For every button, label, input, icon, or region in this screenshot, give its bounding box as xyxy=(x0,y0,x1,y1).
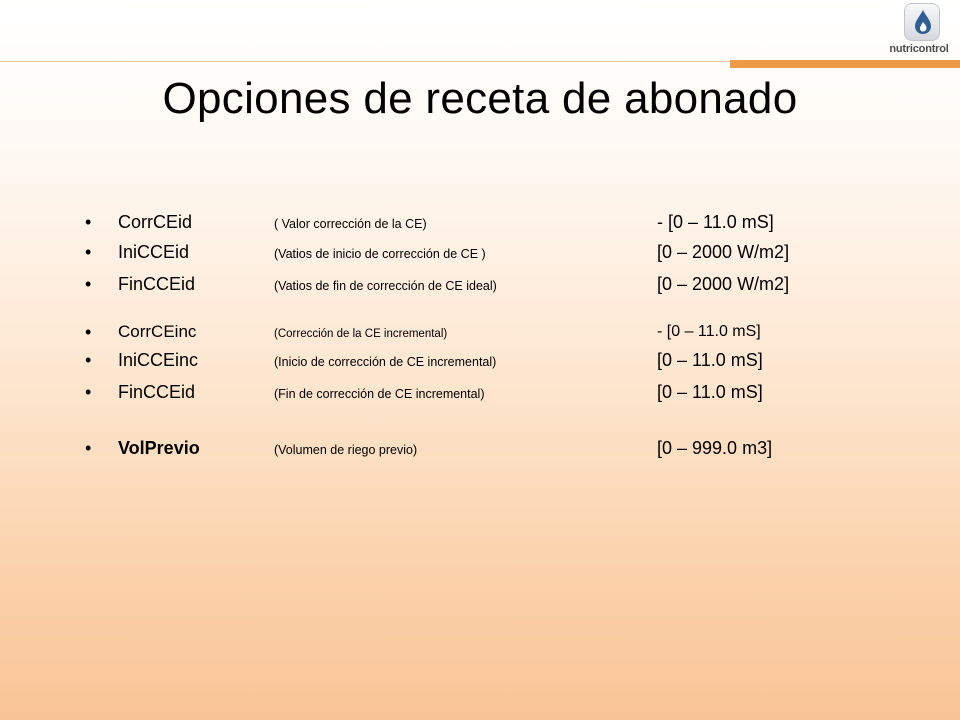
option-range: [0 – 11.0 mS] xyxy=(657,350,763,370)
bullet: • xyxy=(85,322,92,342)
bullet: • xyxy=(85,438,92,458)
bullet: • xyxy=(85,242,92,262)
bullet: • xyxy=(85,350,92,370)
option-name: VolPrevio xyxy=(118,438,200,458)
header-accent-bar xyxy=(730,60,960,68)
option-range: - [0 – 11.0 mS] xyxy=(657,212,774,232)
option-name: FinCCEid xyxy=(118,382,196,402)
list-item xyxy=(85,348,935,372)
list-item xyxy=(85,320,935,344)
option-range: - [0 – 11.0 mS] xyxy=(657,323,761,340)
list-item xyxy=(85,380,935,404)
list-item xyxy=(85,210,935,234)
option-description: (Volumen de riego previo) xyxy=(274,443,418,457)
option-description: (Vatios de inicio de corrección de CE ) xyxy=(274,247,486,261)
option-description: (Inicio de corrección de CE incremental) xyxy=(274,355,497,369)
option-range: [0 – 2000 W/m2] xyxy=(657,242,790,262)
logo-text: nutricontrol xyxy=(889,43,949,55)
header-rule xyxy=(0,61,730,62)
option-name: CorrCEinc xyxy=(118,322,197,341)
option-description: ( Valor corrección de la CE) xyxy=(274,217,427,231)
option-range: [0 – 999.0 m3] xyxy=(657,438,773,458)
option-name: IniCCEinc xyxy=(118,350,199,370)
logo-badge xyxy=(904,3,940,41)
list-item xyxy=(85,436,935,460)
list-item xyxy=(85,240,935,264)
option-name: IniCCEid xyxy=(118,242,190,262)
list-item xyxy=(85,272,935,296)
option-name: FinCCEid xyxy=(118,274,196,294)
bullet: • xyxy=(85,274,92,294)
option-description: (Corrección de la CE incremental) xyxy=(274,328,448,340)
nutricontrol-logo xyxy=(878,3,960,59)
bullet: • xyxy=(85,382,92,402)
option-description: (Vatios de fin de corrección de CE ideal) xyxy=(274,279,497,293)
option-range: [0 – 2000 W/m2] xyxy=(657,274,790,294)
option-description: (Fin de corrección de CE incremental) xyxy=(274,387,485,401)
droplet-icon xyxy=(914,9,932,35)
slide-title: Opciones de receta de abonado xyxy=(162,74,798,123)
option-name: CorrCEid xyxy=(118,212,193,232)
bullet: • xyxy=(85,212,92,232)
option-range: [0 – 11.0 mS] xyxy=(657,382,763,402)
